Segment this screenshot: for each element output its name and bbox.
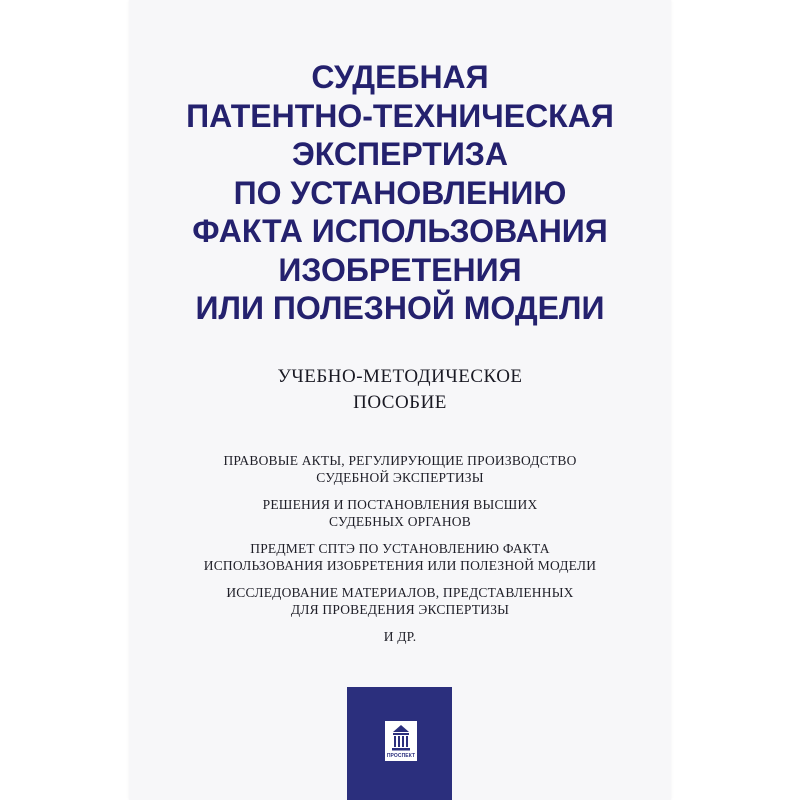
publisher-name: ПРОСПЕКТ — [386, 753, 416, 759]
title-line: ПО УСТАНОВЛЕНИЮ — [233, 174, 567, 211]
subtitle-line: ПОСОБИЕ — [353, 392, 447, 413]
topics-etc: И ДР. — [383, 629, 417, 644]
topic-line: ДЛЯ ПРОВЕДЕНИЯ ЭКСПЕРТИЗЫ — [290, 602, 510, 617]
topics-list — [129, 452, 671, 645]
logo-emblem — [385, 721, 417, 761]
topic-item — [129, 452, 671, 486]
title-line: ПАТЕНТНО-ТЕХНИЧЕСКАЯ — [186, 97, 614, 134]
topic-line: СУДЕБНОЙ ЭКСПЕРТИЗЫ — [316, 470, 484, 485]
title-line: ИЗОБРЕТЕНИЯ — [278, 251, 522, 288]
topic-line: ПРАВОВЫЕ АКТЫ, РЕГУЛИРУЮЩИЕ ПРОИЗВОДСТВО — [223, 453, 577, 468]
topic-item — [129, 496, 671, 530]
publisher-logo — [347, 687, 452, 800]
book-cover — [129, 0, 671, 800]
topic-line: ИССЛЕДОВАНИЕ МАТЕРИАЛОВ, ПРЕДСТАВЛЕННЫХ — [226, 585, 574, 600]
topic-line: СУДЕБНЫХ ОРГАНОВ — [329, 514, 471, 529]
title-line: ИЛИ ПОЛЕЗНОЙ МОДЕЛИ — [195, 290, 605, 326]
title-line: ЭКСПЕРТИЗА — [292, 136, 508, 172]
topic-line: РЕШЕНИЯ И ПОСТАНОВЛЕНИЯ ВЫСШИХ — [262, 497, 538, 512]
title-line: ФАКТА ИСПОЛЬЗОВАНИЯ — [192, 213, 608, 249]
title-line: СУДЕБНАЯ — [311, 59, 489, 95]
building-columns-icon — [390, 724, 412, 752]
topic-line: ИСПОЛЬЗОВАНИЯ ИЗОБРЕТЕНИЯ ИЛИ ПОЛЕЗНОЙ МОДЕЛИ — [203, 558, 597, 573]
subtitle-line: УЧЕБНО-МЕТОДИЧЕСКОЕ — [277, 366, 523, 387]
book-title — [129, 58, 671, 328]
topic-line: ПРЕДМЕТ СПТЭ ПО УСТАНОВЛЕНИЮ ФАКТА — [250, 541, 550, 556]
topic-item — [129, 540, 671, 574]
topic-item — [129, 584, 671, 618]
book-subtitle — [129, 364, 671, 416]
